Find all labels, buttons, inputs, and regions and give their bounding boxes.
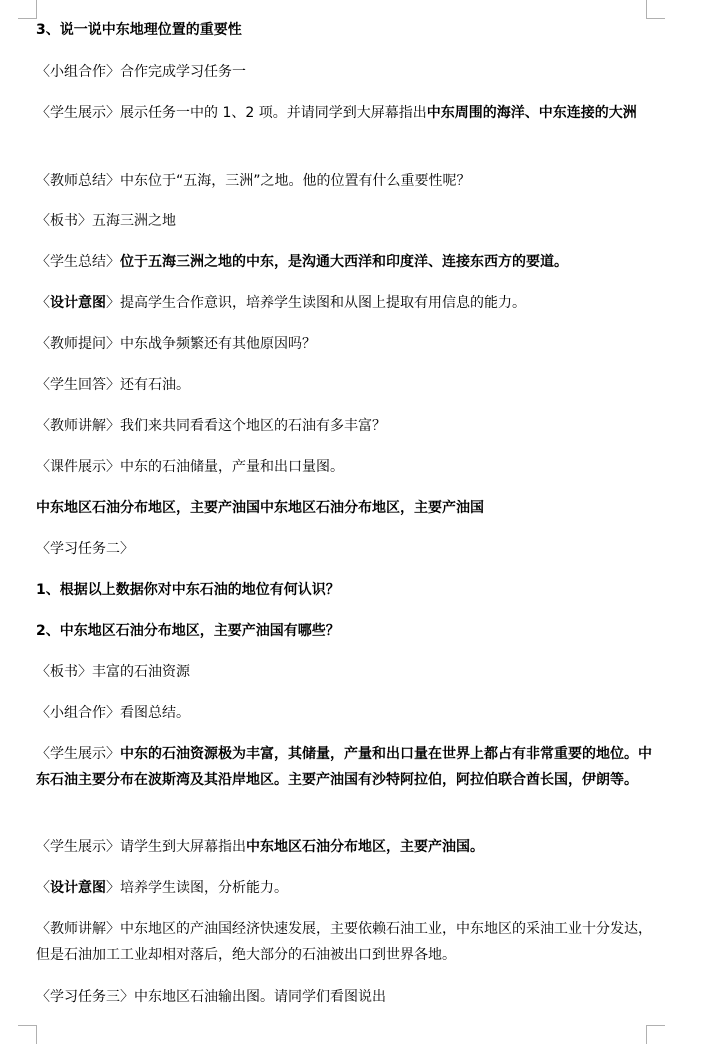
paragraph-design-intent-2 [36,875,656,901]
paragraph-text: 五海三洲之地 [92,213,176,229]
paragraph-tag-bold: 设计意图 [50,295,106,311]
paragraph-tag: 〈小组合作〉 [36,705,120,721]
paragraph-tag: 〈学生总结〉 [36,254,120,270]
paragraph-tag-open: 〈 [36,295,50,311]
paragraph-student-show-3 [36,834,656,860]
paragraph-tag: 〈板书〉 [36,664,92,680]
paragraph-student-summary [36,249,656,275]
paragraph-tag-close: 〉 [106,880,120,896]
paragraph-text: 中东战争频繁还有其他原因吗？ [120,336,316,352]
paragraph-board-2 [36,659,656,685]
page-corner-mark [18,0,37,19]
paragraph-tag: 〈课件展示〉 [36,459,120,475]
paragraph-text: 中东位于“五海，三洲”之地。他的位置有什么重要性呢？ [120,173,471,189]
paragraph-text: 培养学生读图，分析能力。 [120,880,288,896]
paragraph-group-work-2 [36,700,656,726]
paragraph-text: 丰富的石油资源 [92,664,190,680]
paragraph-text: 合作完成学习任务一 [120,64,246,80]
paragraph-tag-open: 〈 [36,880,50,896]
question-one: 1、根据以上数据你对中东石油的地位有何认识？ [36,582,340,598]
paragraph-group-work [36,59,656,85]
paragraph-figure-caption: 中东地区石油分布地区，主要产油国中东地区石油分布地区，主要产油国 [36,500,484,516]
paragraph-teacher-explain-2 [36,916,656,968]
question-two: 2、中东地区石油分布地区，主要产油国有哪些？ [36,623,340,639]
paragraph-board [36,208,656,234]
paragraph-bold: 位于五海三洲之地的中东，是沟通大西洋和印度洋、连接东西方的要道。 [120,254,568,270]
paragraph-tag: 〈小组合作〉 [36,64,120,80]
paragraph-text: 展示任务一中的 1、2 项。并请同学到大屏幕指出 [120,105,427,121]
paragraph-design-intent [36,290,656,316]
paragraph-tag: 〈教师总结〉 [36,173,120,189]
paragraph-text: 还有石油。 [120,377,190,393]
paragraph-tag: 〈教师讲解〉 [36,418,120,434]
paragraph-text: 中东的石油储量，产量和出口量图。 [120,459,344,475]
paragraph-text: 我们来共同看看这个地区的石油有多丰富？ [120,418,386,434]
paragraph-text: 看图总结。 [120,705,190,721]
paragraph-bold: 中东的石油资源极为丰富，其储量，产量和出口量在世界上都占有非常重要的地位。中东石油主要分布在波斯湾及其沿岸地区。主要产油国有沙特阿拉伯，阿拉伯联合酋长国，伊朗等。 [36,746,652,788]
paragraph-tag: 〈板书〉 [36,213,92,229]
paragraph-bold: 中东地区石油分布地区，主要产油国。 [246,839,484,855]
paragraph-text: 中东地区的产油国经济快速发展，主要依赖石油工业，中东地区的采油工业十分发达，但是石油加工工业却相对落后，绝大部分的石油被出口到世界各地。 [36,921,652,963]
paragraph-tag: 〈学生回答〉 [36,377,120,393]
paragraph-task-two: 〈学习任务二〉 [36,541,134,557]
paragraph-tag-bold: 设计意图 [50,880,106,896]
paragraph-courseware [36,454,656,480]
paragraph-student-answer [36,372,656,398]
paragraph-tag: 〈学习任务三〉 [36,989,134,1005]
paragraph-student-show [36,100,656,126]
paragraph-text: 提高学生合作意识，培养学生读图和从图上提取有用信息的能力。 [120,295,526,311]
paragraph-tag: 〈学生展示〉 [36,839,120,855]
paragraph-bold: 中东周围的海洋、中东连接的大洲 [426,105,637,121]
paragraph-tag: 〈教师提问〉 [36,336,120,352]
paragraph-student-show-2 [36,741,656,793]
paragraph-tag-close: 〉 [106,295,120,311]
paragraph-teacher-question [36,331,656,357]
paragraph-task-three [36,984,656,1010]
section-heading: 3、说一说中东地理位置的重要性 [36,22,242,38]
page-corner-mark [646,1025,665,1044]
paragraph-tag: 〈学生展示〉 [36,105,120,121]
paragraph-teacher-summary [36,168,656,194]
paragraph-tag: 〈教师讲解〉 [36,921,120,937]
paragraph-text: 中东地区石油输出图。请同学们看图说出 [134,989,386,1005]
page-corner-mark [18,1025,37,1044]
paragraph-tag: 〈学生展示〉 [36,746,120,762]
paragraph-teacher-explain [36,413,656,439]
paragraph-text: 请学生到大屏幕指出 [120,839,246,855]
